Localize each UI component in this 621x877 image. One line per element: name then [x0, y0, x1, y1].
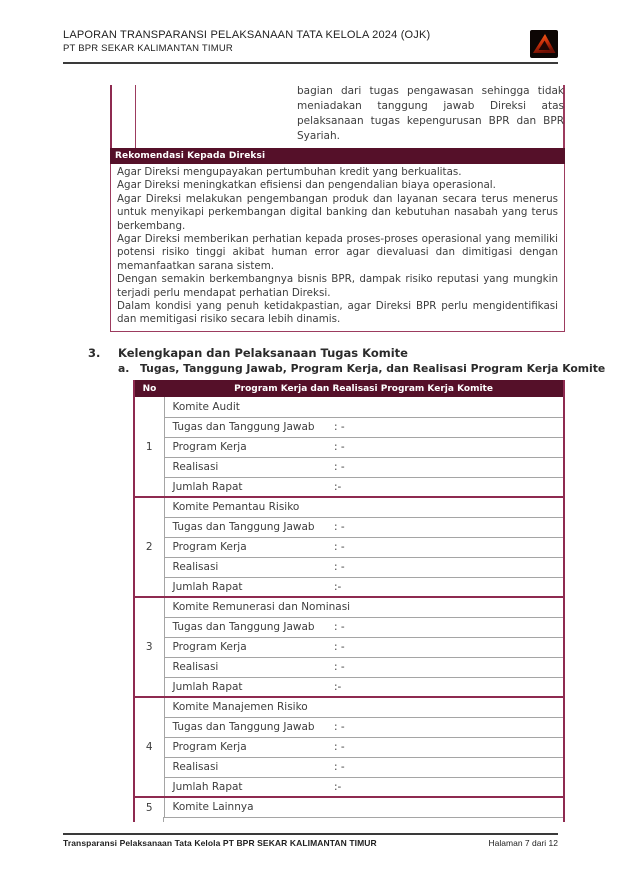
detail-label: Tugas dan Tanggung Jawab [164, 517, 334, 537]
detail-label: Realisasi [164, 457, 334, 477]
section-number: 3. [88, 346, 101, 360]
section-title: Kelengkapan dan Pelaksanaan Tugas Komite [118, 346, 408, 360]
detail-label: Realisasi [164, 757, 334, 777]
detail-label: Realisasi [164, 557, 334, 577]
footer-document-title: Transparansi Pelaksanaan Tata Kelola PT BPR SEKAR KALIMANTAN TIMUR [63, 838, 377, 848]
committee-detail-row [134, 517, 564, 537]
table-cutoff-divider [163, 817, 164, 822]
recommendation-banner: Rekomendasi Kepada Direksi [110, 148, 565, 164]
page-header [63, 29, 558, 58]
table-cutoff-strip [133, 817, 565, 822]
detail-value: :- [334, 577, 564, 597]
committee-group-row [134, 797, 564, 817]
detail-label: Tugas dan Tanggung Jawab [164, 717, 334, 737]
committee-name: Komite Lainnya [164, 797, 564, 817]
detail-value: : - [334, 557, 564, 577]
detail-label: Program Kerja [164, 737, 334, 757]
committee-name: Komite Pemantau Risiko [164, 497, 564, 517]
detail-value: : - [334, 717, 564, 737]
detail-value: : - [334, 457, 564, 477]
section-heading [88, 346, 408, 360]
committee-name: Komite Manajemen Risiko [164, 697, 564, 717]
subsection-heading [118, 362, 605, 375]
detail-label: Realisasi [164, 657, 334, 677]
detail-label: Program Kerja [164, 437, 334, 457]
detail-value: :- [334, 677, 564, 697]
detail-label: Program Kerja [164, 637, 334, 657]
committee-detail-row [134, 737, 564, 757]
detail-value: : - [334, 757, 564, 777]
committee-number: 2 [134, 497, 164, 597]
detail-value: : - [334, 657, 564, 677]
detail-label: Jumlah Rapat [164, 477, 334, 497]
committee-group-row [134, 697, 564, 717]
subsection-letter: a. [118, 362, 130, 375]
committee-detail-row [134, 757, 564, 777]
committee-name: Komite Audit [172, 400, 240, 413]
committee-detail-row [134, 457, 564, 477]
committee-detail-row [134, 777, 564, 797]
detail-value: : - [334, 737, 564, 757]
committee-detail-row [134, 477, 564, 497]
committee-detail-row [134, 637, 564, 657]
previous-table-continuation [110, 85, 565, 148]
committee-table-header-row [134, 380, 564, 397]
detail-value: : - [334, 417, 564, 437]
recommendation-item: Agar Direksi mengupayakan pertumbuhan kredit yang berkualitas. [117, 166, 462, 178]
footer-rule [63, 833, 558, 835]
recommendation-item: Dengan semakin berkembangnya bisnis BPR, dampak risiko reputasi yang mungkin terjadi perlu mendapat perhatian Direksi. [117, 273, 558, 299]
committee-detail-row [134, 657, 564, 677]
page-footer [63, 838, 558, 848]
company-logo-icon [530, 30, 558, 58]
detail-label: Program Kerja [164, 537, 334, 557]
recommendation-item: Dalam kondisi yang penuh ketidakpastian, agar Direksi BPR perlu mengidentifikasi dan memitigasi risiko secara lebih dinamis. [117, 300, 558, 326]
committee-group-row [134, 497, 564, 517]
committee-detail-row [134, 537, 564, 557]
subsection-title: Tugas, Tanggung Jawab, Program Kerja, dan Realisasi Program Kerja Komite [140, 362, 606, 375]
detail-label: Tugas dan Tanggung Jawab [164, 417, 334, 437]
company-name: PT BPR SEKAR KALIMANTAN TIMUR [63, 43, 233, 54]
detail-value: : - [334, 517, 564, 537]
committee-number: 1 [134, 397, 164, 497]
committee-detail-row [134, 437, 564, 457]
footer-page-number: Halaman 7 dari 12 [488, 838, 558, 848]
committee-detail-row [134, 577, 564, 597]
detail-value: : - [334, 537, 564, 557]
detail-label: Jumlah Rapat [164, 577, 334, 597]
committee-detail-row [134, 677, 564, 697]
header-no: No [134, 380, 164, 397]
committee-detail-row [134, 717, 564, 737]
recommendation-item: Agar Direksi memberikan perhatian kepada proses-proses operasional yang memiliki potensi risiko tinggi akibat human error agar dievaluasi dan dimitigasi dengan memanfaatkan sarana sistem. [117, 233, 558, 272]
committee-detail-row [134, 417, 564, 437]
detail-value: :- [334, 477, 564, 497]
recommendation-item: Agar Direksi meningkatkan efisiensi dan pengendalian biaya operasional. [117, 179, 496, 192]
detail-value: :- [334, 777, 564, 797]
detail-label: Jumlah Rapat [164, 777, 334, 797]
committee-name: Komite Remunerasi dan Nominasi [164, 597, 564, 617]
table-column-divider [135, 85, 136, 148]
committee-number: 4 [134, 697, 164, 797]
committee-table-body [134, 397, 564, 817]
recommendation-box [110, 164, 565, 332]
detail-value: : - [334, 637, 564, 657]
detail-label: Tugas dan Tanggung Jawab [164, 617, 334, 637]
header-main: Program Kerja dan Realisasi Program Kerja Komite [164, 380, 564, 397]
continuation-paragraph: bagian dari tugas pengawasan sehingga tidak meniadakan tanggung jawab Direksi atas pelaksanaan tugas kepengurusan BPR dan BPR Syariah. [297, 85, 564, 142]
recommendation-item: Agar Direksi melakukan pengembangan produk dan layanan secara terus menerus untuk menyikapi perkembangan digital banking dan kebutuhan nasabah yang terus berkembang. [117, 192, 558, 232]
header-titles [63, 29, 430, 55]
committee-number: 5 [134, 797, 164, 817]
committee-table [133, 380, 565, 818]
committee-detail-row [134, 617, 564, 637]
committee-group-row [134, 397, 564, 417]
detail-label: Jumlah Rapat [164, 677, 334, 697]
committee-detail-row [134, 557, 564, 577]
detail-value: : - [334, 617, 564, 637]
committee-group-row [134, 597, 564, 617]
detail-value: : - [334, 437, 564, 457]
header-rule [63, 62, 558, 64]
report-title: LAPORAN TRANSPARANSI PELAKSANAAN TATA KELOLA 2024 (OJK) [63, 29, 431, 41]
committee-number: 3 [134, 597, 164, 697]
